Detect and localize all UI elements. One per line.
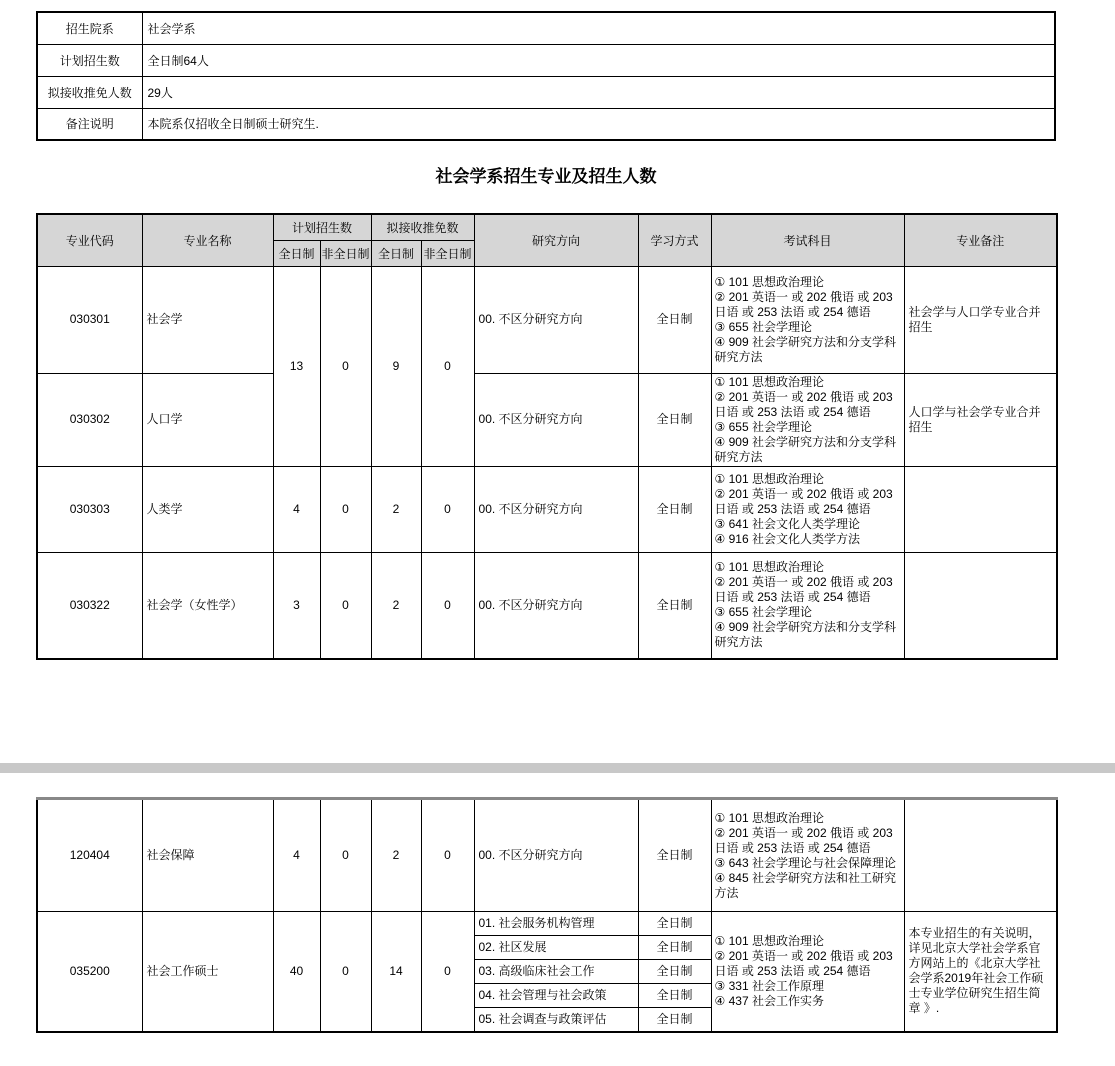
col-header-name: 专业名称 — [142, 214, 273, 266]
col-header-note: 专业备注 — [904, 214, 1057, 266]
cell-code: 035200 — [37, 912, 142, 1032]
cell-plan-parttime: 0 — [320, 912, 371, 1032]
cell-direction: 00. 不区分研究方向 — [474, 373, 638, 466]
cell-tuimian-parttime: 0 — [421, 552, 474, 659]
subject-line: ③ 655 社会学理论 — [714, 605, 812, 620]
col-header-subjects: 考试科目 — [711, 214, 904, 266]
page-break-bar — [0, 763, 1115, 773]
department-info-table — [36, 11, 1056, 141]
cell-direction: 04. 社会管理与社会政策 — [474, 984, 638, 1008]
cell-plan-fulltime: 13 — [273, 266, 320, 466]
table-row — [37, 373, 1057, 466]
cell-name: 人口学 — [142, 373, 273, 466]
cell-name: 社会学 — [142, 266, 273, 373]
cell-code: 120404 — [37, 799, 142, 912]
subject-line: ② 201 英语一 或 202 俄语 或 203 日语 或 253 法语 或 254 德语 — [714, 948, 893, 978]
info-value: 本院系仅招收全日制硕士研究生. — [142, 108, 1055, 140]
admissions-table-part1 — [36, 213, 1058, 660]
subject-line: ② 201 英语一 或 202 俄语 或 203 日语 或 253 法语 或 254 德语 — [714, 289, 893, 319]
cell-mode: 全日制 — [638, 266, 711, 373]
col-header-mode: 学习方式 — [638, 214, 711, 266]
cell-mode: 全日制 — [638, 373, 711, 466]
cell-direction: 05. 社会调查与政策评估 — [474, 1008, 638, 1032]
info-row — [37, 108, 1055, 140]
table-row — [37, 799, 1057, 912]
subject-line: ① 101 思想政治理论 — [714, 810, 824, 825]
cell-name: 社会学（女性学） — [142, 552, 273, 659]
info-label: 拟接收推免人数 — [37, 76, 142, 108]
subject-line: ② 201 英语一 或 202 俄语 或 203 日语 或 253 法语 或 254 德语 — [714, 825, 893, 855]
info-row — [37, 44, 1055, 76]
cell-note — [904, 552, 1057, 659]
cell-direction: 00. 不区分研究方向 — [474, 466, 638, 552]
col-subheader-plan-fulltime: 全日制 — [273, 240, 320, 266]
col-subheader-tuimian-parttime: 非全日制 — [421, 240, 474, 266]
info-label: 计划招生数 — [37, 44, 142, 76]
cell-note — [904, 799, 1057, 912]
subject-line: ④ 909 社会学研究方法和分支学科研究方法 — [714, 434, 896, 464]
cell-tuimian-fulltime: 2 — [371, 799, 421, 912]
info-label: 招生院系 — [37, 12, 142, 44]
cell-code: 030302 — [37, 373, 142, 466]
cell-subjects — [711, 373, 904, 466]
subject-line: ② 201 英语一 或 202 俄语 或 203 日语 或 253 法语 或 254 德语 — [714, 389, 893, 419]
cell-tuimian-parttime: 0 — [421, 799, 474, 912]
subject-line: ③ 655 社会学理论 — [714, 319, 812, 334]
subject-line: ④ 909 社会学研究方法和分支学科研究方法 — [714, 620, 896, 650]
cell-direction: 00. 不区分研究方向 — [474, 799, 638, 912]
cell-plan-parttime: 0 — [320, 799, 371, 912]
cell-mode: 全日制 — [638, 984, 711, 1008]
cell-note: 人口学与社会学专业合并招生 — [904, 373, 1057, 466]
cell-subjects — [711, 466, 904, 552]
subject-line: ④ 909 社会学研究方法和分支学科研究方法 — [714, 334, 896, 364]
cell-code: 030322 — [37, 552, 142, 659]
subject-line: ② 201 英语一 或 202 俄语 或 203 日语 或 253 法语 或 254 德语 — [714, 486, 893, 516]
subject-line: ④ 916 社会文化人类学方法 — [714, 531, 860, 546]
col-header-direction: 研究方向 — [474, 214, 638, 266]
cell-tuimian-fulltime: 2 — [371, 552, 421, 659]
table-row — [37, 552, 1057, 659]
subject-line: ① 101 思想政治理论 — [714, 274, 824, 289]
info-value: 社会学系 — [142, 12, 1055, 44]
cell-direction: 01. 社会服务机构管理 — [474, 912, 638, 936]
subject-line: ③ 643 社会学理论与社会保障理论 — [714, 855, 896, 870]
cell-subjects — [711, 912, 904, 1032]
cell-mode: 全日制 — [638, 960, 711, 984]
col-subheader-tuimian-fulltime: 全日制 — [371, 240, 421, 266]
cell-tuimian-fulltime: 9 — [371, 266, 421, 466]
table-row — [37, 466, 1057, 552]
subject-line: ③ 655 社会学理论 — [714, 419, 812, 434]
subject-line: ② 201 英语一 或 202 俄语 或 203 日语 或 253 法语 或 254 德语 — [714, 575, 893, 605]
cell-direction: 00. 不区分研究方向 — [474, 552, 638, 659]
cell-plan-parttime: 0 — [320, 266, 371, 466]
table-row — [37, 912, 1057, 936]
cell-mode: 全日制 — [638, 936, 711, 960]
table-row — [37, 266, 1057, 373]
subject-line: ① 101 思想政治理论 — [714, 471, 824, 486]
col-header-tuimian: 拟接收推免数 — [371, 214, 474, 240]
subject-line: ④ 845 社会学研究方法和社工研究方法 — [714, 870, 896, 900]
subject-line: ③ 331 社会工作原理 — [714, 978, 824, 993]
info-value: 全日制64人 — [142, 44, 1055, 76]
cell-tuimian-fulltime: 2 — [371, 466, 421, 552]
cell-note: 本专业招生的有关说明，详见北京大学社会学系官方网站上的《北京大学社会学系2019年社会工作硕士专业学位研究生招生简章 》. — [904, 912, 1057, 1032]
cell-plan-fulltime: 4 — [273, 799, 320, 912]
cell-tuimian-parttime: 0 — [421, 466, 474, 552]
info-label: 备注说明 — [37, 108, 142, 140]
col-subheader-plan-parttime: 非全日制 — [320, 240, 371, 266]
col-header-code: 专业代码 — [37, 214, 142, 266]
page-title: 社会学系招生专业及招生人数 — [435, 167, 657, 186]
subject-line: ① 101 思想政治理论 — [714, 933, 824, 948]
subject-line: ① 101 思想政治理论 — [714, 374, 824, 389]
subject-line: ④ 437 社会工作实务 — [714, 993, 824, 1008]
cell-tuimian-parttime: 0 — [421, 266, 474, 466]
cell-direction: 00. 不区分研究方向 — [474, 266, 638, 373]
cell-mode: 全日制 — [638, 1008, 711, 1032]
cell-note — [904, 466, 1057, 552]
info-value: 29人 — [142, 76, 1055, 108]
admissions-table-part2 — [36, 797, 1058, 1033]
cell-mode: 全日制 — [638, 552, 711, 659]
subject-line: ③ 641 社会文化人类学理论 — [714, 516, 860, 531]
cell-code: 030301 — [37, 266, 142, 373]
cell-subjects — [711, 266, 904, 373]
cell-plan-parttime: 0 — [320, 552, 371, 659]
col-header-plan: 计划招生数 — [273, 214, 371, 240]
cell-name: 人类学 — [142, 466, 273, 552]
cell-name: 社会保障 — [142, 799, 273, 912]
cell-name: 社会工作硕士 — [142, 912, 273, 1032]
cell-plan-fulltime: 4 — [273, 466, 320, 552]
cell-plan-fulltime: 3 — [273, 552, 320, 659]
cell-direction: 03. 高级临床社会工作 — [474, 960, 638, 984]
info-row — [37, 12, 1055, 44]
cell-mode: 全日制 — [638, 912, 711, 936]
cell-mode: 全日制 — [638, 466, 711, 552]
cell-tuimian-fulltime: 14 — [371, 912, 421, 1032]
cell-code: 030303 — [37, 466, 142, 552]
cell-direction: 02. 社区发展 — [474, 936, 638, 960]
cell-subjects — [711, 552, 904, 659]
cell-note: 社会学与人口学专业合并招生 — [904, 266, 1057, 373]
cell-mode: 全日制 — [638, 799, 711, 912]
subject-line: ① 101 思想政治理论 — [714, 560, 824, 575]
info-row — [37, 76, 1055, 108]
cell-subjects — [711, 799, 904, 912]
cell-plan-fulltime: 40 — [273, 912, 320, 1032]
cell-plan-parttime: 0 — [320, 466, 371, 552]
cell-tuimian-parttime: 0 — [421, 912, 474, 1032]
